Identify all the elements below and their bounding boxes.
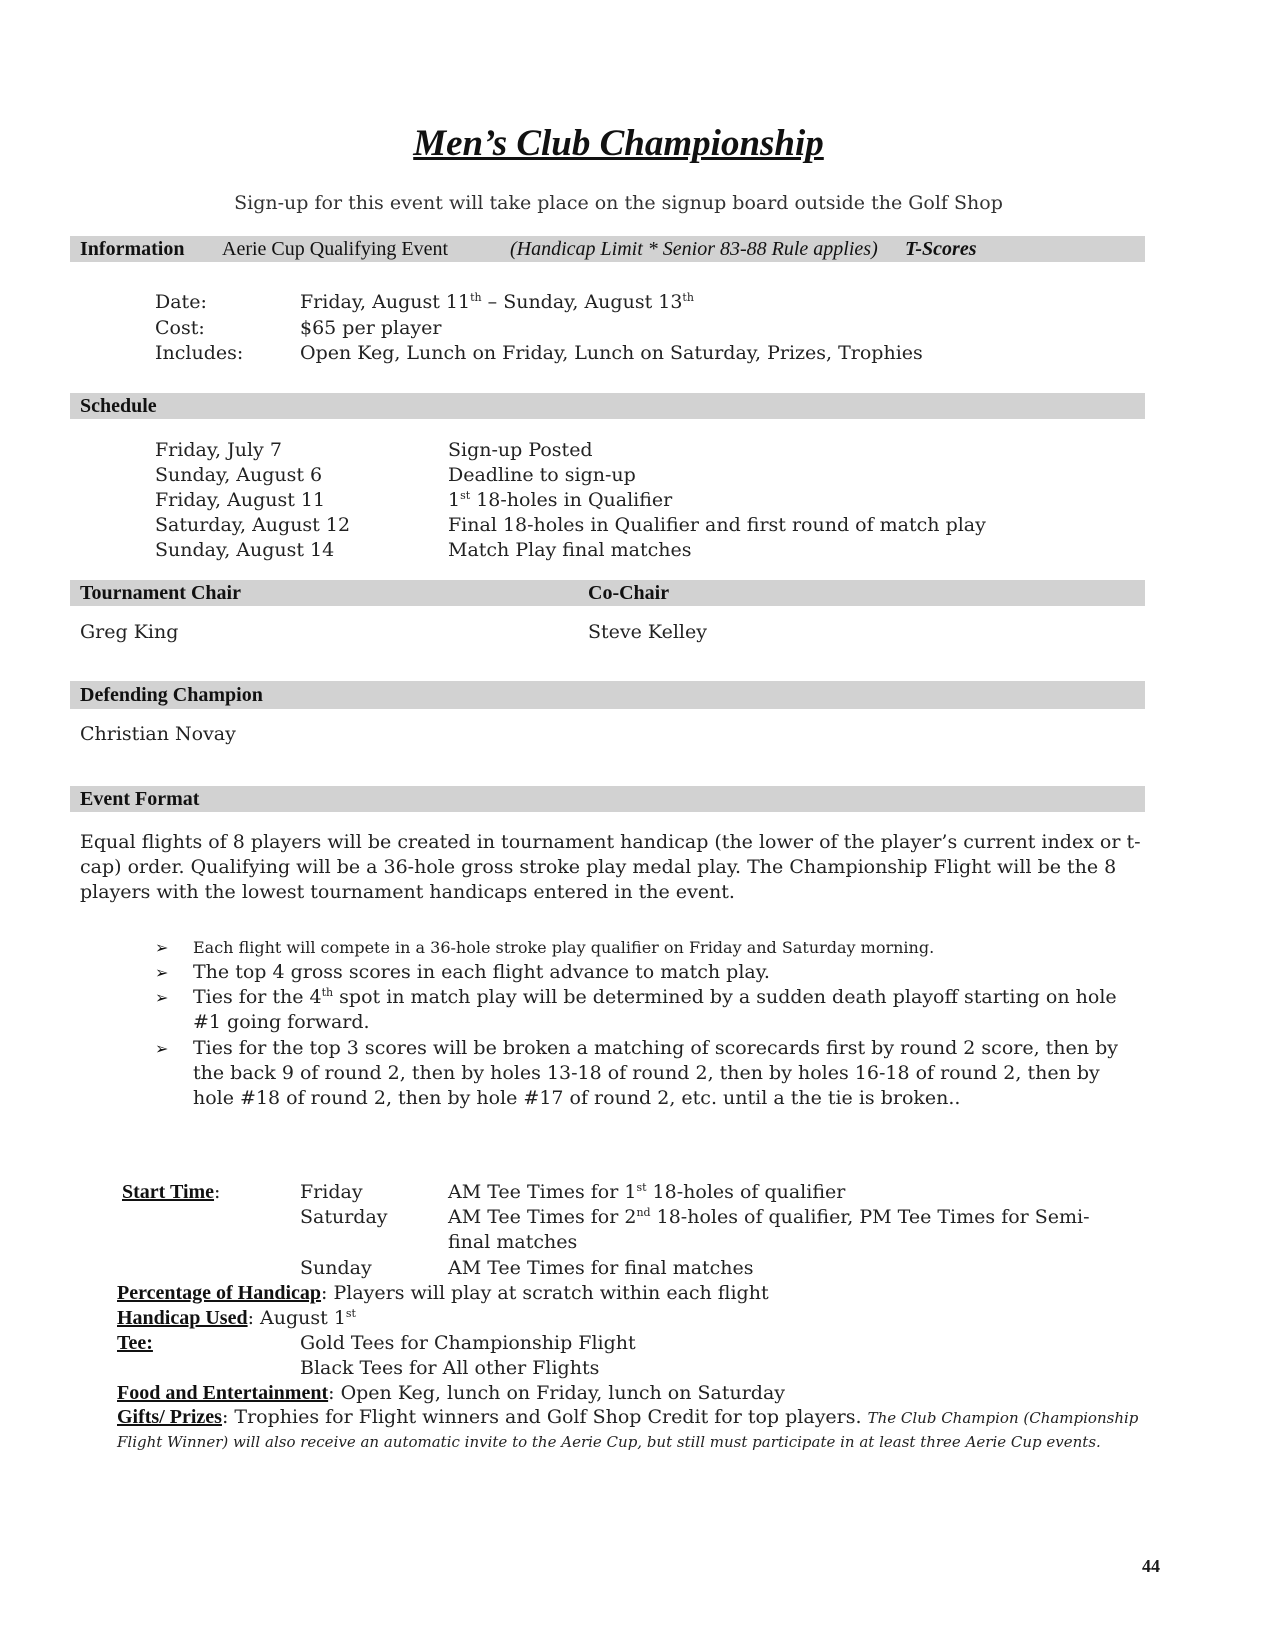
- cochair-name: Steve Kelley: [588, 621, 707, 643]
- schedule-event: Deadline to sign-up: [448, 464, 636, 486]
- arrow-bullet-icon: ➢: [155, 938, 169, 957]
- event-format-heading: Event Format: [80, 788, 200, 810]
- arrow-bullet-icon: ➢: [155, 963, 169, 982]
- page-number: 44: [1142, 1556, 1160, 1576]
- event-type: Aerie Cup Qualifying Event: [222, 238, 449, 260]
- page-title: Men’s Club Championship: [413, 123, 824, 164]
- schedule-header: [70, 393, 1145, 419]
- schedule-event: Sign-up Posted: [448, 439, 593, 461]
- chair-name: Greg King: [80, 621, 179, 643]
- schedule-date: Saturday, August 12: [155, 514, 351, 536]
- schedule-event: Final 18-holes in Qualifier and first round of match play: [448, 514, 986, 536]
- date-value: Friday, August 11th – Sunday, August 13th: [300, 291, 694, 313]
- percentage-of-handicap: Percentage of Handicap: Players will play at scratch within each flight: [117, 1282, 769, 1304]
- date-label: Date:: [155, 291, 207, 313]
- includes-label: Includes:: [155, 342, 244, 364]
- event-format-header: [70, 786, 1145, 812]
- information-heading: Information: [80, 238, 185, 260]
- start-day: Saturday: [300, 1206, 388, 1228]
- signup-note: Sign-up for this event will take place on the signup board outside the Golf Shop: [234, 192, 1003, 214]
- schedule-date: Friday, August 11: [155, 489, 326, 511]
- cost-label: Cost:: [155, 317, 205, 339]
- handicap-used: Handicap Used: August 1st: [117, 1307, 356, 1329]
- start-day: Sunday: [300, 1257, 372, 1279]
- chairs-header: [70, 580, 1145, 606]
- tournament-chair-heading: Tournament Chair: [80, 582, 241, 604]
- cost-value: $65 per player: [300, 317, 442, 339]
- tee-line: Black Tees for All other Flights: [300, 1357, 600, 1379]
- food-and-entertainment: Food and Entertainment: Open Keg, lunch on Friday, lunch on Saturday: [117, 1382, 786, 1404]
- start-desc: AM Tee Times for 1st 18-holes of qualifier: [448, 1181, 846, 1203]
- defending-header: [70, 681, 1145, 709]
- schedule-event: 1st 18-holes in Qualifier: [448, 489, 673, 511]
- schedule-event: Match Play final matches: [448, 539, 692, 561]
- arrow-bullet-icon: ➢: [155, 988, 169, 1007]
- start-time-label: Start Time:: [122, 1181, 221, 1203]
- includes-value: Open Keg, Lunch on Friday, Lunch on Saturday, Prizes, Trophies: [300, 342, 923, 364]
- start-desc: AM Tee Times for final matches: [448, 1257, 754, 1279]
- information-header: [70, 236, 1145, 262]
- start-desc: AM Tee Times for 2nd 18-holes of qualifier, PM Tee Times for Semi-final matches: [448, 1206, 1090, 1253]
- start-day: Friday: [300, 1181, 363, 1203]
- defending-champion-name: Christian Novay: [80, 723, 236, 745]
- gifts-prizes: Gifts/ Prizes: Trophies for Flight winners and Golf Shop Credit for top players. The Club Champion (Championship Flight Winner) will also receive an automatic invite to the Aerie Cup, but still must participate in at least three Aerie Cup events.: [117, 1406, 1139, 1451]
- event-format-paragraph: Equal flights of 8 players will be created in tournament handicap (the lower of the player’s current index or t-cap) order. Qualifying will be a 36-hole gross stroke play medal play. The Championship Flight will be the 8 players with the lowest tournament handicaps entered in the event.: [80, 831, 1141, 903]
- defending-heading: Defending Champion: [80, 684, 263, 706]
- arrow-bullet-icon: ➢: [155, 1039, 169, 1058]
- schedule-date: Friday, July 7: [155, 439, 282, 461]
- schedule-heading: Schedule: [80, 395, 157, 417]
- tee-label: Tee:: [117, 1332, 153, 1354]
- schedule-date: Sunday, August 14: [155, 539, 335, 561]
- handicap-note: (Handicap Limit * Senior 83-88 Rule applies): [510, 238, 878, 260]
- tees-note: T-Scores: [905, 238, 977, 260]
- cochair-heading: Co-Chair: [588, 582, 670, 604]
- tee-line: Gold Tees for Championship Flight: [300, 1332, 636, 1354]
- schedule-date: Sunday, August 6: [155, 464, 323, 486]
